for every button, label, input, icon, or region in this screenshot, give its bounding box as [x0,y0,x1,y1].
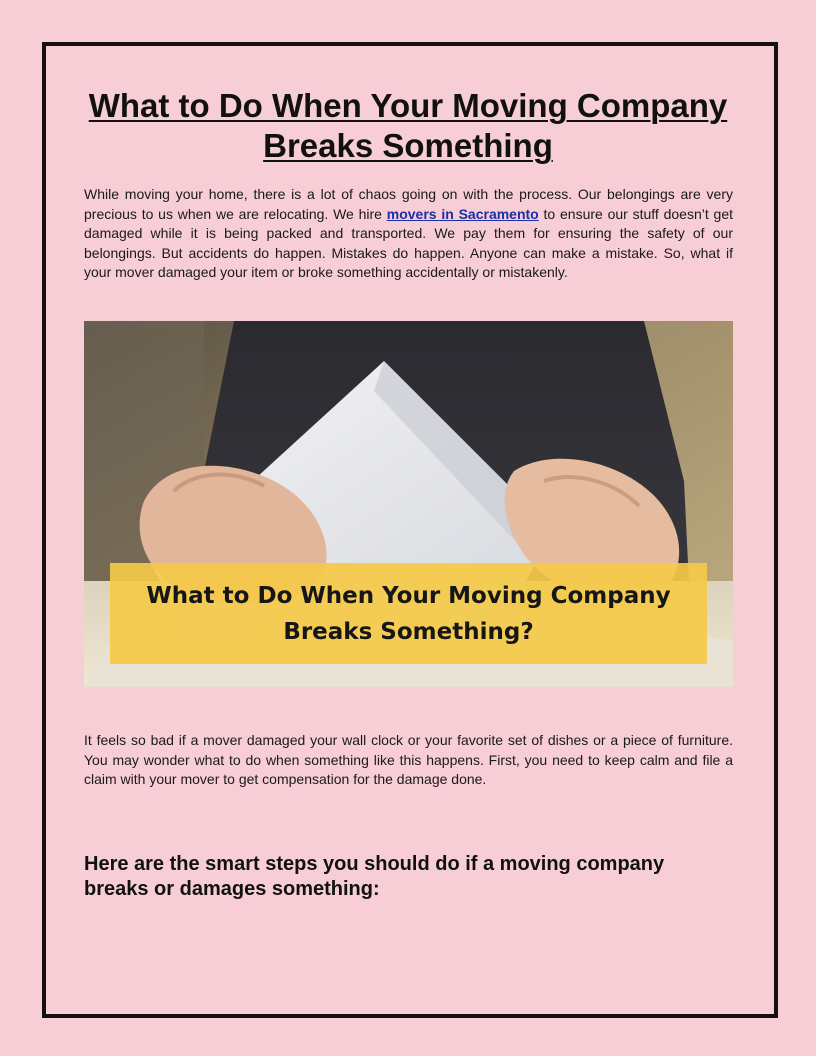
intro-paragraph [84,185,733,283]
image-caption-text: What to Do When Your Moving Company Breaks Something? [146,582,671,645]
intro-text-before-link: While moving your home, there is a lot of chaos going on with the process. Our belongings are very precious to us when we are relocating. We hire [84,186,733,222]
intro-text-after-link: to ensure our stuff doesn’t get damaged while it is being packed and transported. We pay them for ensuring the safety of our belongings. But accidents do happen. Mistakes do happen. Anyone can make a mistake. So, what if your mover damaged your item or broke something accidentally or mistakenly. [84,205,734,280]
movers-in-sacramento-link[interactable]: movers in Sacramento [386,205,539,222]
document-title: What to Do When Your Moving Company Breaks Something [88,87,728,164]
image-caption-banner [110,563,707,664]
second-paragraph: It feels so bad if a mover damaged your wall clock or your favorite set of dishes or a piece of furniture. You may wonder what to do when something like this happens. First, you need to keep calm and file a claim with your mover to get compensation for the damage done. [84,732,733,787]
hero-image [84,321,733,687]
steps-heading: Here are the smart steps you should do if a moving company breaks or damages something: [84,853,665,900]
